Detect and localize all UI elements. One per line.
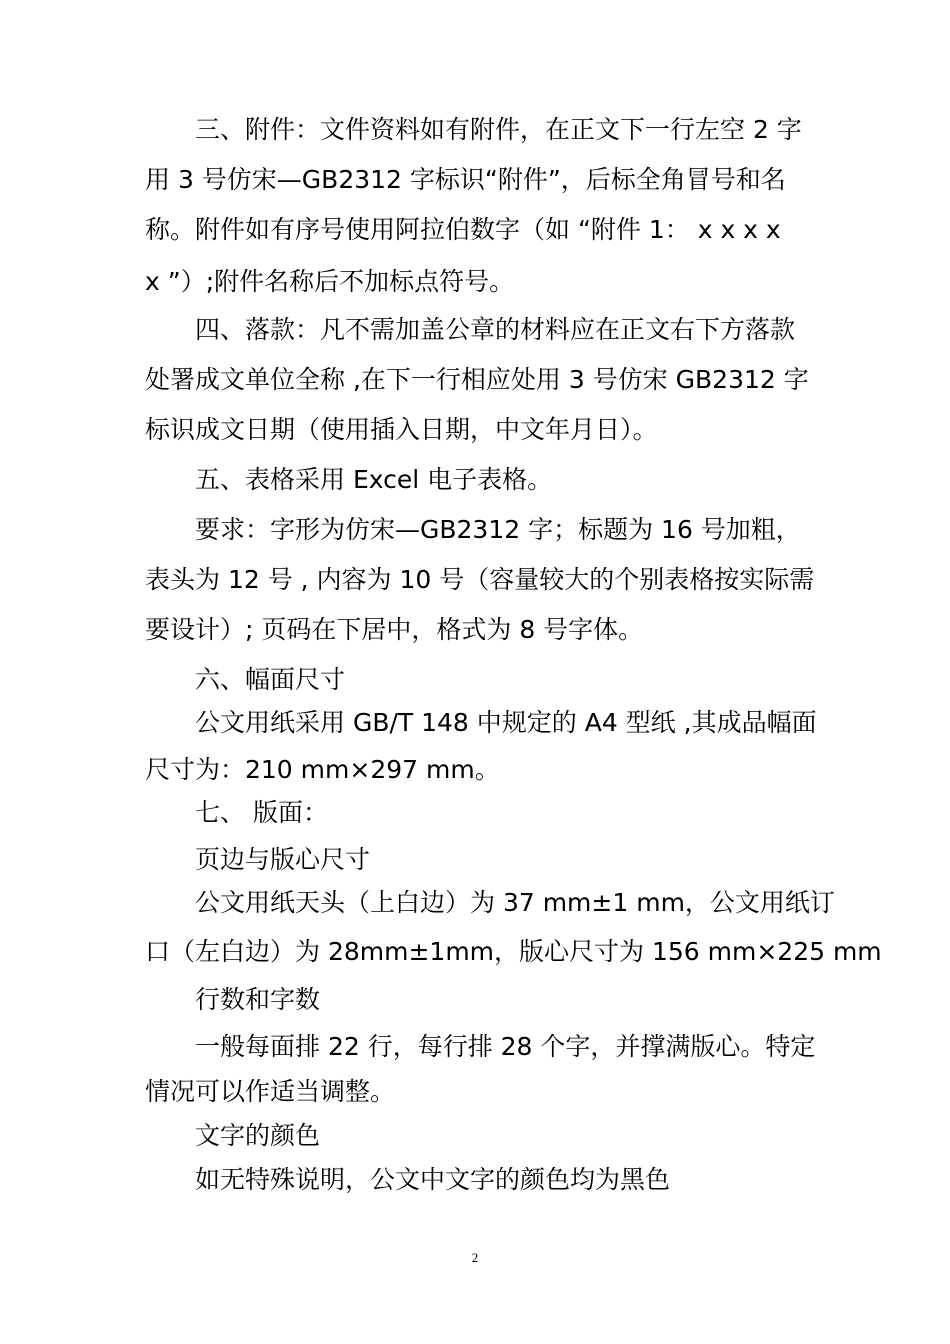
text-line: 四、落款：凡不需加盖公章的材料应在正文右下方落款 [195, 315, 796, 344]
section-heading: 六、幅面尺寸 [195, 665, 346, 694]
subsection-heading: 文字的颜色 [195, 1121, 321, 1150]
text-line: 标识成文日期（使用插入日期，中文年月日）。 [145, 415, 658, 444]
text-line: 一般每面排 22 行，每行排 28 个字，并撑满版心。特定 [195, 1032, 816, 1061]
text-line: 要设计）; 页码在下居中，格式为 8 号字体。 [145, 615, 644, 644]
text-line: 五、表格采用 Excel 电子表格。 [195, 465, 553, 494]
text-line: 用 3 号仿宋—GB2312 字标识“附件”，后标全角冒号和名 [145, 165, 786, 194]
text-line: 称。附件如有序号使用阿拉伯数字（如 “附件 1： x x x x [145, 215, 781, 244]
text-line: 口（左白边）为 28mm±1mm，版心尺寸为 156 mm×225 mm [145, 937, 882, 966]
text-line: 公文用纸天头（上白边）为 37 mm±1 mm，公文用纸订 [195, 888, 835, 917]
text-line: x ”）;附件名称后不加标点符号。 [145, 267, 515, 296]
text-line: 如无特殊说明，公文中文字的颜色均为黑色 [195, 1165, 671, 1194]
text-line: 情况可以作适当调整。 [145, 1077, 396, 1106]
subsection-heading: 行数和字数 [195, 985, 321, 1014]
text-line: 三、附件：文件资料如有附件，在正文下一行左空 2 字 [195, 115, 802, 144]
text-line: 处署成文单位全称 ,在下一行相应处用 3 号仿宋 GB2312 字 [145, 365, 809, 394]
text-line: 尺寸为：210 mm×297 mm。 [145, 755, 500, 784]
subsection-heading: 页边与版心尺寸 [195, 845, 371, 874]
text-line: 要求：字形为仿宋—GB2312 字；标题为 16 号加粗， [195, 515, 801, 544]
page-number: 2 [471, 1250, 479, 1265]
text-line: 表头为 12 号 , 内容为 10 号（容量较大的个别表格按实际需 [145, 565, 815, 594]
text-line: 公文用纸采用 GB/T 148 中规定的 A4 型纸 ,其成品幅面 [195, 708, 817, 737]
section-heading: 七、 版面： [195, 798, 328, 827]
